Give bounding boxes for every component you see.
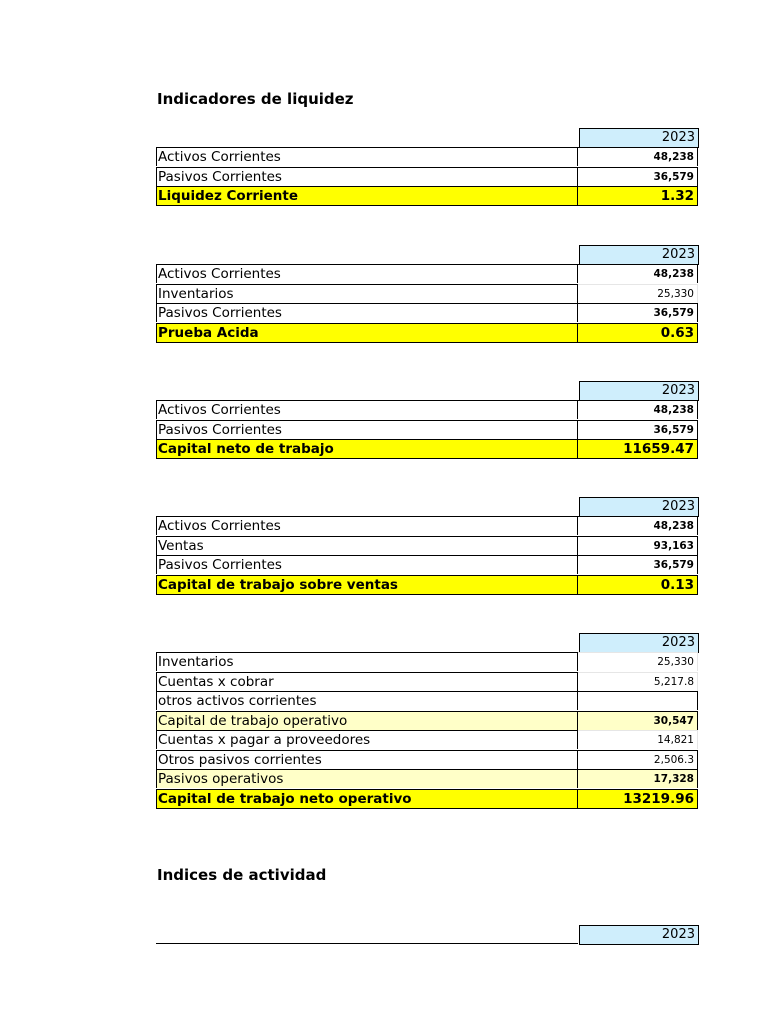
table-capital-neto-trabajo bbox=[156, 381, 699, 459]
year-header: 2023 bbox=[579, 497, 699, 517]
result-value: 13219.96 bbox=[578, 789, 698, 809]
table-header bbox=[156, 925, 699, 944]
table-actividad bbox=[156, 925, 699, 944]
row-value: 48,238 bbox=[578, 264, 698, 283]
table-row bbox=[156, 691, 699, 711]
row-label: Ventas bbox=[156, 536, 578, 555]
row-label: Inventarios bbox=[156, 284, 578, 303]
result-value: 1.32 bbox=[578, 186, 698, 206]
year-header: 2023 bbox=[579, 381, 699, 401]
table-capital-trabajo-operativo bbox=[156, 633, 699, 808]
result-label: Liquidez Corriente bbox=[156, 186, 578, 206]
table-row bbox=[156, 555, 699, 575]
row-value: 30,547 bbox=[578, 711, 698, 730]
row-value: 25,330 bbox=[578, 284, 698, 303]
table-row bbox=[156, 536, 699, 556]
row-value: 36,579 bbox=[578, 167, 698, 186]
row-value: 36,579 bbox=[578, 303, 698, 322]
year-header: 2023 bbox=[579, 245, 699, 265]
table-header bbox=[156, 381, 699, 400]
result-value: 0.13 bbox=[578, 575, 698, 595]
table-top-rule bbox=[156, 943, 578, 944]
result-value: 0.63 bbox=[578, 323, 698, 343]
row-value: 48,238 bbox=[578, 147, 698, 166]
result-row bbox=[156, 789, 699, 809]
table-row bbox=[156, 264, 699, 284]
table-liquidez-corriente bbox=[156, 128, 699, 206]
row-value: 17,328 bbox=[578, 769, 698, 788]
year-header: 2023 bbox=[579, 128, 699, 148]
table-prueba-acida bbox=[156, 245, 699, 342]
section-title-actividad: Indices de actividad bbox=[157, 866, 327, 884]
table-row bbox=[156, 750, 699, 770]
row-label: Pasivos operativos bbox=[156, 769, 578, 788]
table-row bbox=[156, 420, 699, 440]
table-row bbox=[156, 167, 699, 187]
table-header bbox=[156, 128, 699, 147]
row-value: 2,506.3 bbox=[578, 750, 698, 769]
table-header bbox=[156, 633, 699, 652]
row-value: 25,330 bbox=[578, 652, 698, 671]
subtotal-row bbox=[156, 711, 699, 731]
result-value: 11659.47 bbox=[578, 439, 698, 459]
row-label: Cuentas x cobrar bbox=[156, 672, 578, 691]
year-header: 2023 bbox=[579, 633, 699, 653]
row-label: Pasivos Corrientes bbox=[156, 420, 578, 439]
row-value: 48,238 bbox=[578, 516, 698, 535]
subtotal-row bbox=[156, 769, 699, 789]
table-row bbox=[156, 730, 699, 750]
table-capital-trabajo-ventas bbox=[156, 497, 699, 594]
row-label: otros activos corrientes bbox=[156, 691, 578, 710]
row-value: 14,821 bbox=[578, 730, 698, 749]
row-label: Activos Corrientes bbox=[156, 147, 578, 166]
row-value: 5,217.8 bbox=[578, 672, 698, 691]
section-title-liquidez: Indicadores de liquidez bbox=[157, 90, 354, 108]
row-label: Otros pasivos corrientes bbox=[156, 750, 578, 769]
table-row bbox=[156, 400, 699, 420]
row-label: Capital de trabajo operativo bbox=[156, 711, 578, 730]
row-label: Cuentas x pagar a proveedores bbox=[156, 730, 578, 749]
result-label: Capital de trabajo neto operativo bbox=[156, 789, 578, 809]
table-row bbox=[156, 652, 699, 672]
table-row bbox=[156, 303, 699, 323]
row-label: Pasivos Corrientes bbox=[156, 167, 578, 186]
row-value: 48,238 bbox=[578, 400, 698, 419]
row-value: 36,579 bbox=[578, 555, 698, 574]
table-row bbox=[156, 672, 699, 692]
table-row bbox=[156, 147, 699, 167]
result-row bbox=[156, 439, 699, 459]
row-label: Activos Corrientes bbox=[156, 400, 578, 419]
row-label: Activos Corrientes bbox=[156, 264, 578, 283]
table-header bbox=[156, 245, 699, 264]
row-value bbox=[578, 691, 698, 710]
result-label: Capital neto de trabajo bbox=[156, 439, 578, 459]
year-header: 2023 bbox=[579, 925, 699, 945]
row-label: Pasivos Corrientes bbox=[156, 555, 578, 574]
result-label: Capital de trabajo sobre ventas bbox=[156, 575, 578, 595]
table-row bbox=[156, 516, 699, 536]
table-row bbox=[156, 284, 699, 304]
row-label: Inventarios bbox=[156, 652, 578, 671]
result-row bbox=[156, 323, 699, 343]
row-value: 36,579 bbox=[578, 420, 698, 439]
result-label: Prueba Acida bbox=[156, 323, 578, 343]
table-header bbox=[156, 497, 699, 516]
result-row bbox=[156, 186, 699, 206]
row-label: Activos Corrientes bbox=[156, 516, 578, 535]
row-label: Pasivos Corrientes bbox=[156, 303, 578, 322]
result-row bbox=[156, 575, 699, 595]
row-value: 93,163 bbox=[578, 536, 698, 555]
